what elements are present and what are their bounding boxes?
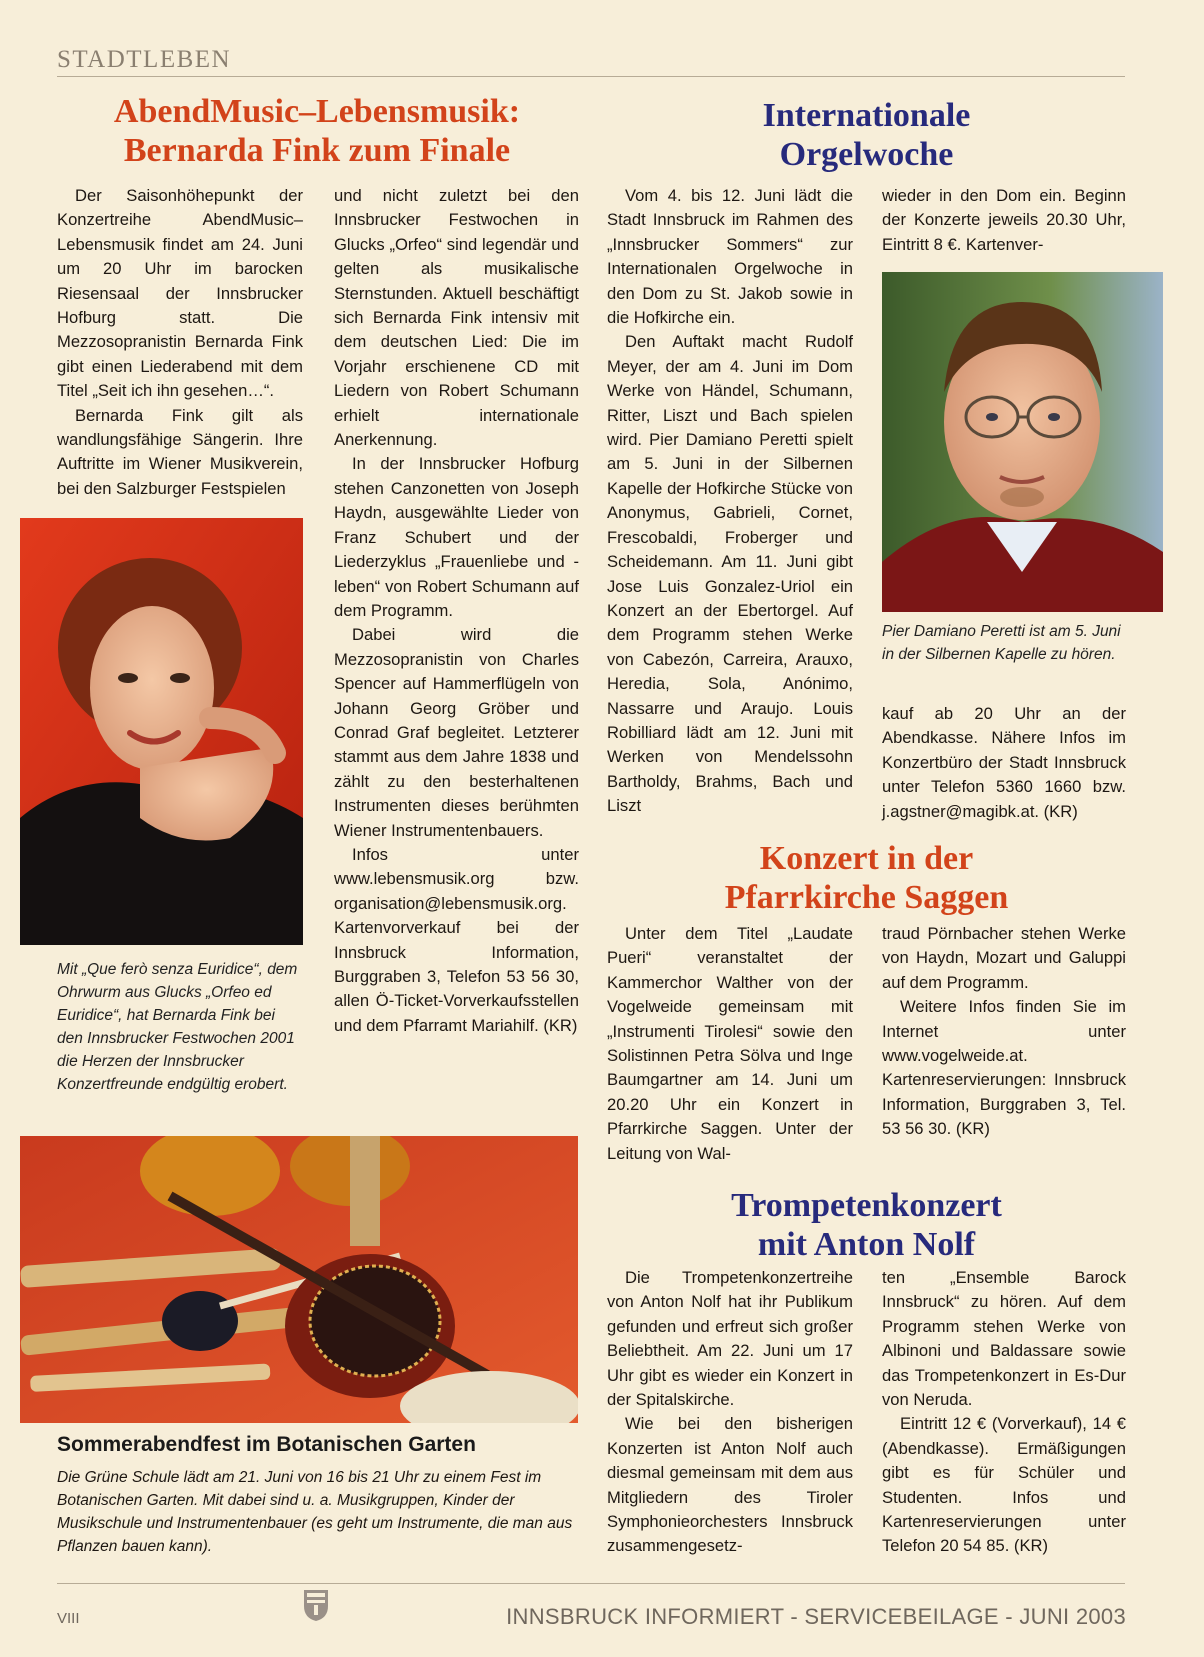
article3-headline: [608, 839, 1125, 917]
article1-title-line2: Bernarda Fink zum Finale: [123, 132, 511, 169]
article2-col2-paragraph: kauf ab 20 Uhr an der Abendkasse. Nähere Infos im Konzertbüro der Stadt Innsbruck unter Telefon 5360 1660 bzw. j.agstner@magibk.at. (KR): [882, 704, 1126, 821]
article4-col2-paragraph: Eintritt 12 € (Vorverkauf), 14 € (Abendkasse). Ermäßigungen gibt es für Schüler und Studenten. Infos und Kartenreservierungen unter Telefon 20 54 85. (KR): [882, 1414, 1126, 1556]
article3-col1-paragraph: Unter dem Titel „Laudate Pueri“ veranstaltet der Kammerchor Walther von der Vogelweide gemeinsam mit „Instrumenti Tirolesi“ sowie den Solistinnen Petra Sölva und Inge Baumgartner am 14. Juni um 20.20 Uhr ein Konzert in Pfarrkirche Saggen. Unter der Leitung von Wal-: [607, 924, 853, 1163]
pier-damiano-peretti-photo: [882, 272, 1163, 612]
article1-col1-paragraph: Bernarda Fink gilt als wandlungsfähige Sängerin. Ihre Auftritte im Wiener Musikverein, bei den Salzburger Festspielen: [57, 405, 303, 498]
article1-title-line1: AbendMusic–Lebensmusik:: [113, 93, 521, 130]
section-label: STADTLEBEN: [57, 46, 232, 73]
article2-title-line2: Orgelwoche: [779, 136, 954, 173]
article2-col2-paragraph: wieder in den Dom ein. Beginn der Konzerte jeweils 20.30 Uhr, Eintritt 8 €. Kartenver-: [882, 186, 1126, 254]
page-number: VIII: [57, 1610, 80, 1627]
bernarda-fink-photo: [20, 518, 303, 945]
header-rule: [57, 76, 1125, 77]
article3-title-line2: Pfarrkirche Saggen: [724, 879, 1009, 916]
article2-col1-paragraph: Den Auftakt macht Rudolf Meyer, der am 4. Juni im Dom Werke von Händel, Schumann, Ritter, Liszt und Bach spielen wird. Pier Damiano Peretti spielt am 5. Juni in der Silbernen Kapelle der Hofkirche Stücke von Anonymus, Gabrieli, Cornet, Frescobaldi, Froberger und Scheidemann. Am 11. Juni gibt Jose Luis Gonzalez-Uriol ein Konzert an der Ebertorgel. Auf dem Programm stehen Werke von Cabezón, Carreira, Arauxo, Heredia, Sola, Anónimo, Nassarre und Araujo. Louis Robilliard lädt am 12. Juni mit Werken von Mendelssohn Bartholdy, Brahms, Bach und Liszt: [607, 332, 853, 816]
article1-photo-caption: Mit „Que ferò senza Euridice“, dem Ohrwurm aus Glucks „Orfeo ed Euridice“, hat Bernarda Fink bei den Innsbrucker Festwochen 2001 die Herzen der Innsbrucker Konzertfreunde endgültig erobert.: [57, 961, 298, 1093]
article2-column2-top: [882, 184, 1126, 257]
article1-col2-paragraph: In der Innsbrucker Hofburg stehen Canzonetten von Joseph Haydn, ausgewählte Lieder von Franz Schubert und der Liederzyklus „Frauenliebe und -leben“ von Robert Schumann auf dem Programm.: [334, 454, 579, 620]
plant-instruments-photo: [20, 1136, 578, 1423]
article4-column1: [607, 1266, 853, 1559]
article4-title-line2: mit Anton Nolf: [757, 1226, 976, 1263]
article2-column2-bottom: [882, 702, 1126, 824]
sommerfest-text: Die Grüne Schule lädt am 21. Juni von 16 bis 21 Uhr zu einem Fest im Botanischen Garten. Mit dabei sind u. a. Musikgruppen, Kinder der Musikschule und Instrumentenbauer (es geht um Instrumente, die man aus Pflanzen bauen kann).: [57, 1469, 573, 1555]
publication-name: INNSBRUCK INFORMIERT - SERVICEBEILAGE - JUNI 2003: [506, 1604, 1126, 1629]
article2-headline: [608, 96, 1125, 174]
article2-photo-caption: Pier Damiano Peretti ist am 5. Juni in der Silbernen Kapelle zu hören.: [882, 623, 1121, 663]
article3-col2-paragraph: traud Pörnbacher stehen Werke von Haydn, Mozart und Galuppi auf dem Programm.: [882, 924, 1126, 992]
article4-column2: [882, 1266, 1126, 1559]
article3-col2-paragraph: Weitere Infos finden Sie im Internet unter www.vogelweide.at. Kartenreservierungen: Innsbruck Information, Burggraben 3, Tel. 53 56 30. (KR): [882, 997, 1126, 1139]
article2-col1-paragraph: Vom 4. bis 12. Juni lädt die Stadt Innsbruck im Rahmen des „Innsbrucker Sommers“ zur Internationalen Orgelwoche in den Dom zu St. Jakob sowie in die Hofkirche ein.: [607, 186, 853, 328]
article2-column1: [607, 184, 853, 819]
article2-title-line1: Internationale: [762, 97, 971, 134]
article1-column1: [57, 184, 303, 501]
sommerfest-title: Sommerabendfest im Botanischen Garten: [57, 1433, 476, 1456]
article4-col1-paragraph: Wie bei den bisherigen Konzerten ist Anton Nolf auch diesmal gemeinsam mit dem aus Mitgliedern des Tiroler Symphonieorchesters Innsbruck zusammengesetz-: [607, 1414, 853, 1556]
article1-col2-paragraph: Infos unter www.lebensmusik.org bzw. organisation@lebensmusik.org. Kartenvorverkauf bei der Innsbruck Information, Burggraben 3, Telefon 53 56 30, allen Ö-Ticket-Vorverkaufsstellen und dem Pfarramt Mariahilf. (KR): [334, 844, 579, 1035]
article3-column2: [882, 922, 1126, 1142]
article4-col1-paragraph: Die Trompetenkonzertreihe von Anton Nolf hat ihr Publikum gefunden und erfreut sich großer Beliebtheit. Am 22. Juni um 17 Uhr gibt es wieder ein Konzert in der Spitalskirche.: [607, 1268, 853, 1410]
article1-col1-paragraph: Der Saisonhöhepunkt der Konzertreihe AbendMusic–Lebensmusik findet am 24. Juni um 20 Uhr im barocken Riesensaal der Innsbrucker Hofburg statt. Die Mezzosopranistin Bernarda Fink gibt einen Liederabend mit dem Titel „Seit ich ihn gesehen…“.: [57, 186, 303, 401]
article4-col2-paragraph: ten „Ensemble Barock Innsbruck“ zu hören. Auf dem Programm stehen Werke von Albinoni und Baldassare sowie das Trompetenkonzert in Es-Dur von Neruda.: [882, 1268, 1126, 1410]
article1-headline: [57, 92, 577, 170]
article4-title-line1: Trompetenkonzert: [731, 1187, 1002, 1224]
article1-col2-paragraph: Dabei wird die Mezzosopranistin von Charles Spencer auf Hammerflügeln von Johann Georg Gröber und Conrad Graf begleitet. Letzterer stammt aus dem Jahre 1838 und zählt zu den besterhaltenen Instrumenten dieses berühmten Wiener Instrumentenbauers.: [334, 625, 579, 840]
article3-title-line1: Konzert in der: [759, 840, 974, 877]
article1-column2: [334, 184, 579, 1038]
innsbruck-crest-icon: [303, 1588, 329, 1622]
article4-headline: [608, 1186, 1125, 1264]
footer-rule: [57, 1583, 1125, 1584]
article1-col2-paragraph: und nicht zuletzt bei den Innsbrucker Festwochen in Glucks „Orfeo“ sind legendär und gelten als musikalische Sternstunden. Aktuell beschäftigt sich Bernarda Fink intensiv mit dem deutschen Lied: Die im Vorjahr erschienene CD mit Liedern von Robert Schumann erhielt internationale Anerkennung.: [334, 186, 579, 450]
article3-column1: [607, 922, 853, 1166]
